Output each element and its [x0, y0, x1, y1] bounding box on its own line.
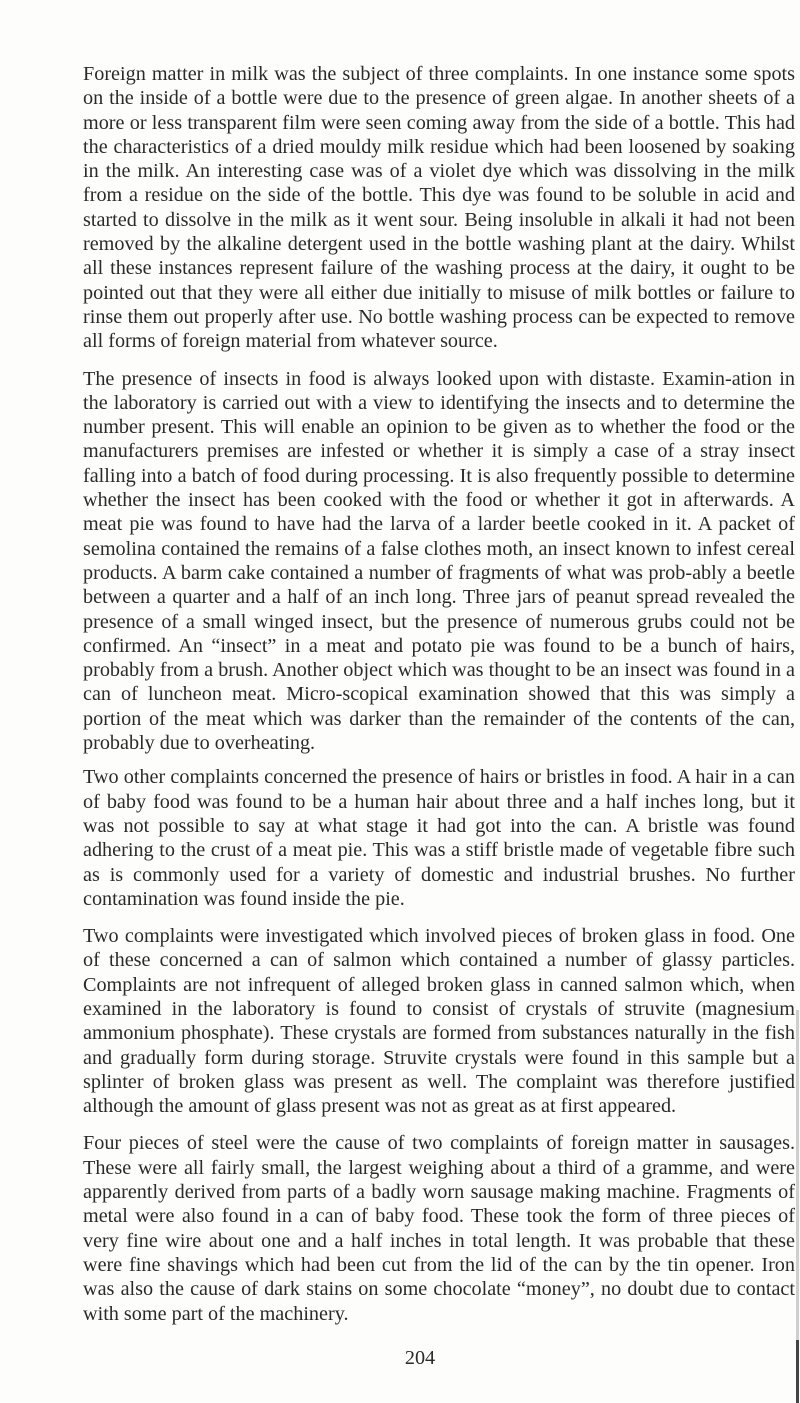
body-text — [83, 62, 795, 1339]
paragraph-insects: The presence of insects in food is always looked upon with distaste. Examin-ation in the laboratory is carried out with a view to identifying the insects and to determine the number present. This will enable an opinion to be given as to whether the food or the manufacturers premises are infested or whether it is simply a case of a stray insect falling into a batch of food during processing. It is also frequently possible to determine whether the insect has been cooked with the food or whether it got in afterwards. A meat pie was found to have had the larva of a larder beetle cooked in it. A packet of semolina contained the remains of a false clothes moth, an insect known to infest cereal products. A barm cake contained a number of fragments of what was prob-ably a beetle between a quarter and a half of an inch long. Three jars of peanut spread revealed the presence of a small winged insect, but the presence of numerous grubs could not be confirmed. An “insect” in a meat and potato pie was found to be a bunch of hairs, probably from a brush. Another object which was thought to be an insect was found in a can of luncheon meat. Micro-scopical examination showed that this was simply a portion of the meat which was darker than the remainder of the contents of the can, probably due to overheating. — [83, 367, 795, 755]
paragraph-hairs-bristles: Two other complaints concerned the presence of hairs or bristles in food. A hair in a can of baby food was found to be a human hair about three and a half inches long, but it was not possible to say at what stage it had got into the can. A bristle was found adhering to the crust of a meat pie. This was a stiff bristle made of vegetable fibre such as is commonly used for a variety of domestic and industrial brushes. No further contamination was found inside the pie. — [83, 766, 795, 910]
page-number: 204 — [404, 1347, 436, 1369]
paragraph-milk-foreign-matter: Foreign matter in milk was the subject of three complaints. In one instance some spots on the inside of a bottle were due to the presence of green algae. In another sheets of a more or less transparent film were seen coming away from the side of a bottle. This had the characteristics of a dried mouldy milk residue which had been loosened by soaking in the milk. An interesting case was of a violet dye which was dissolving in the milk from a residue on the side of the bottle. This dye was found to be soluble in acid and started to dissolve in the milk as it went sour. Being insoluble in alkali it had not been removed by the alkaline detergent used in the bottle washing plant at the dairy. Whilst all these instances represent failure of the washing process at the dairy, it ought to be pointed out that they were all either due initially to misuse of milk bottles or failure to rinse them out properly after use. No bottle washing process can be expected to remove all forms of foreign material from whatever source. — [83, 63, 795, 353]
paragraph-broken-glass: Two complaints were investigated which involved pieces of broken glass in food. One of these concerned a can of salmon which contained a number of glassy particles. Complaints are not infrequent of alleged broken glass in canned salmon which, when examined in the laboratory is found to consist of crystals of struvite (magnesium ammonium phosphate). These crystals are formed from substances naturally in the fish and gradually form during storage. Struvite crystals were found in this sample but a splinter of broken glass was present as well. The complaint was therefore justified although the amount of glass present was not as great as at first appeared. — [83, 925, 795, 1118]
paragraph-metal-fragments: Four pieces of steel were the cause of two complaints of foreign matter in sausages. These were all fairly small, the largest weighing about a third of a gramme, and were apparently derived from parts of a badly worn sausage making machine. Fragments of metal were also found in a can of baby food. These took the form of three pieces of very fine wire about one and a half inches in total length. It was probable that these were fine shavings which had been cut from the lid of the can by the tin opener. Iron was also the cause of dark stains on some chocolate “money”, no doubt due to contact with some part of the machinery. — [83, 1132, 795, 1325]
scan-edge-mark — [796, 1340, 799, 1403]
